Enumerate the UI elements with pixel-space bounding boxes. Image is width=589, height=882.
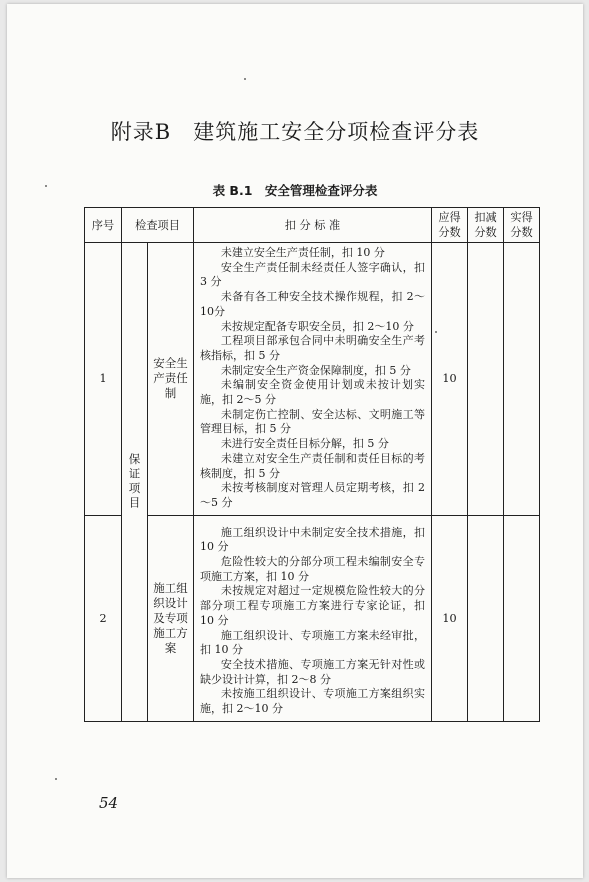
row-seq: 2 bbox=[85, 515, 122, 721]
criterion: 安全技术措施、专项施工方案无针对性或缺少设计计算，扣 2～8 分 bbox=[200, 657, 426, 686]
header-deduction-standard: 扣 分 标 准 bbox=[194, 208, 432, 243]
row-due-score: 10 bbox=[432, 515, 468, 721]
criterion: 未按施工组织设计、专项施工方案组织实施，扣 2～10 分 bbox=[200, 687, 426, 716]
criterion: 安全生产责任制未经责任人签字确认，扣 3 分 bbox=[200, 260, 426, 289]
criterion: 未建立安全生产责任制，扣 10 分 bbox=[220, 246, 385, 259]
row-item: 安全生产责任制 bbox=[148, 243, 194, 516]
header-due-score: 应得 分数 bbox=[432, 208, 468, 243]
table-header-row bbox=[85, 208, 540, 243]
criterion: 未按规定对超过一定规模危险性较大的分部分项工程专项施工方案进行专家论证，扣 10 分 bbox=[200, 584, 426, 627]
header-actual-score: 实得 分数 bbox=[504, 208, 540, 243]
header-seq: 序号 bbox=[85, 208, 122, 243]
scoring-table bbox=[84, 207, 540, 722]
table-row bbox=[85, 243, 540, 516]
row-due-score: 10 bbox=[432, 243, 468, 516]
criterion: 未制定安全生产资金保障制度，扣 5 分 bbox=[220, 363, 411, 377]
table-caption: 表 B.1 安全管理检查评分表 bbox=[212, 183, 378, 198]
header-deducted-score: 扣减 分数 bbox=[468, 208, 504, 243]
criterion: 施工组织设计中未制定安全技术措施，扣 10 分 bbox=[200, 525, 426, 554]
group-label: 保证项目 bbox=[127, 452, 142, 511]
table-row bbox=[85, 515, 540, 721]
criterion: 未按考核制度对管理人员定期考核，扣 2～5 分 bbox=[200, 481, 426, 509]
row-actual-score[interactable] bbox=[504, 243, 540, 516]
appendix-title: 附录B 建筑施工安全分项检查评分表 bbox=[110, 120, 480, 144]
row-seq: 1 bbox=[85, 243, 122, 516]
criterion: 未制定伤亡控制、安全达标、文明施工等管理目标，扣 5 分 bbox=[200, 407, 426, 436]
row-actual-score[interactable] bbox=[504, 515, 540, 721]
group-label-cell bbox=[122, 243, 148, 722]
row-item: 施工组织设计及专项施工方案 bbox=[148, 515, 194, 721]
header-check-item: 检查项目 bbox=[122, 208, 194, 243]
criterion: 未进行安全责任目标分解，扣 5 分 bbox=[220, 437, 389, 451]
criterion: 未编制安全资金使用计划或未按计划实施，扣 2～5 分 bbox=[200, 378, 426, 407]
page-number: 54 bbox=[99, 794, 119, 812]
scan-speck bbox=[55, 778, 57, 780]
criterion: 工程项目部承包合同中未明确安全生产考核指标，扣 5 分 bbox=[200, 334, 426, 362]
criterion: 未建立对安全生产责任制和责任目标的考核制度，扣 5 分 bbox=[200, 451, 426, 480]
criterion: 危险性较大的分部分项工程未编制安全专项施工方案，扣 10 分 bbox=[200, 555, 426, 583]
row-deducted-score[interactable] bbox=[468, 243, 504, 516]
criterion: 施工组织设计、专项施工方案未经审批，扣 10 分 bbox=[200, 628, 426, 657]
criterion: 未备有各工种安全技术操作规程，扣 2～10分 bbox=[200, 290, 426, 318]
criterion: 未按规定配备专职安全员，扣 2～10 分 bbox=[220, 319, 414, 333]
row-criteria bbox=[194, 243, 432, 516]
document-page bbox=[7, 4, 583, 878]
scan-speck bbox=[244, 78, 246, 80]
row-criteria bbox=[194, 515, 432, 721]
row-deducted-score[interactable] bbox=[468, 515, 504, 721]
